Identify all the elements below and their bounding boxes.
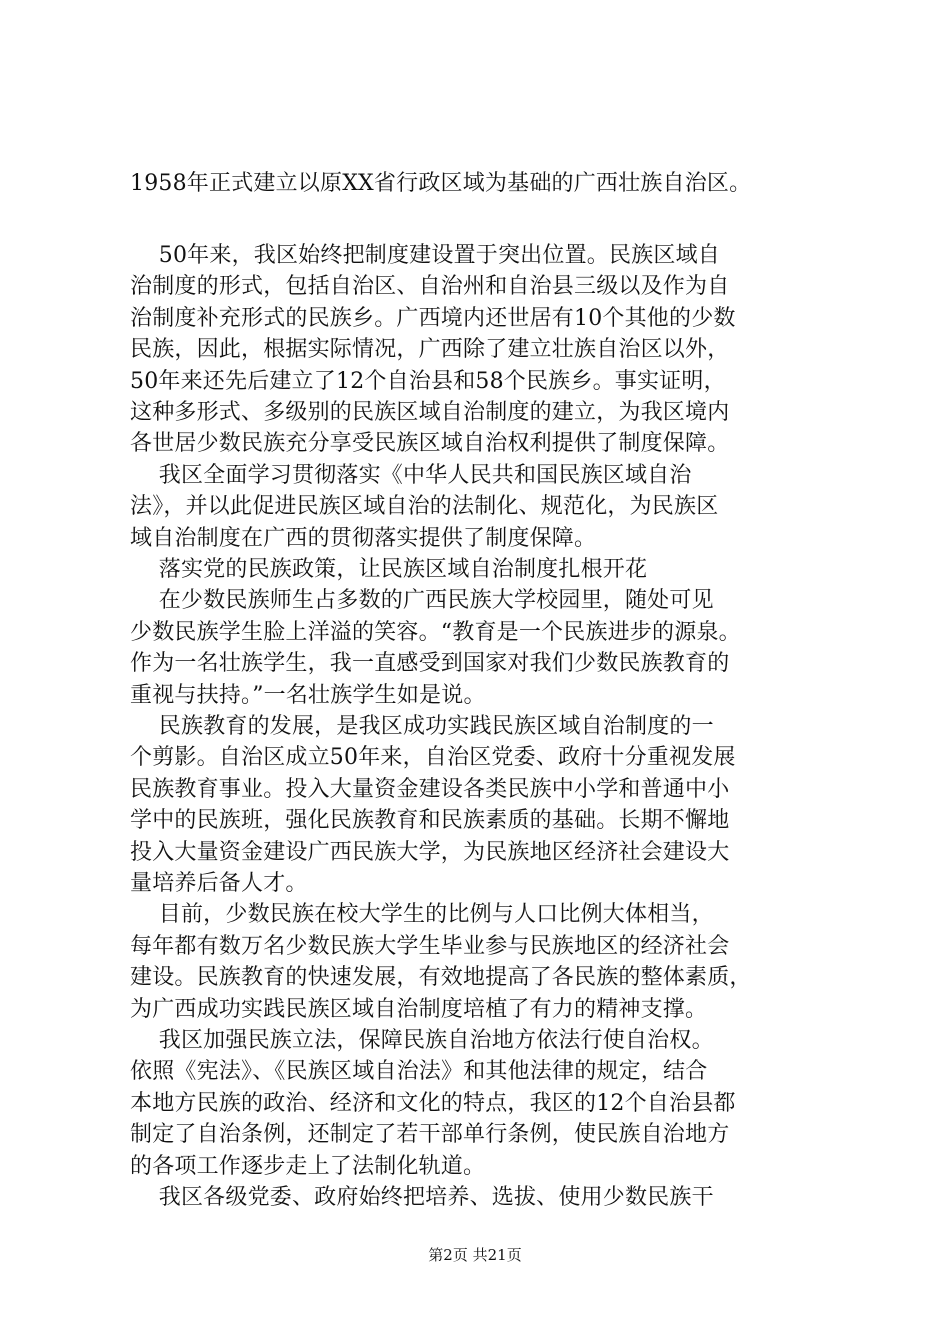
text-line: 作为一名壮族学生，我一直感受到国家对我们少数民族教育的 [130, 651, 730, 677]
text-line: 本地方民族的政治、经济和文化的特点，我区的12个自治县都 [130, 1090, 736, 1116]
text-line: 落实党的民族政策，让民族区域自治制度扎根开花 [130, 557, 648, 582]
text-line: 50年来，我区始终把制度建设置于突出位置。民族区域自 [130, 243, 720, 268]
text-line: 量培养后备人才。 [130, 871, 308, 896]
text-line: 治制度的形式，包括自治区、自治州和自治县三级以及作为自 [130, 274, 730, 300]
text-line: 依照《宪法》、《民族区域自治法》和其他法律的规定，结合 [130, 1059, 708, 1085]
text-line: 我区各级党委、政府始终把培养、选拔、使用少数民族干 [130, 1185, 714, 1210]
text-line: 治制度补充形式的民族乡。广西境内还世居有10个其他的少数 [130, 305, 736, 331]
text-line: 每年都有数万名少数民族大学生毕业参与民族地区的经济社会 [130, 933, 730, 959]
text-line: 投入大量资金建设广西民族大学，为民族地区经济社会建设大 [130, 839, 730, 865]
text-line: 少数民族学生脸上洋溢的笑容。“教育是一个民族进步的源泉。 [130, 619, 741, 645]
text-line: 1958年正式建立以原XX省行政区域为基础的广西壮族自治区。 [130, 171, 752, 196]
page-footer: 第2页 共21页 [428, 1246, 522, 1264]
text-line: 学中的民族班，强化民族教育和民族素质的基础。长期不懈地 [130, 808, 730, 834]
text-line: 制定了自治条例，还制定了若干部单行条例，使民族自治地方 [130, 1122, 730, 1148]
text-line: 50年来还先后建立了12个自治县和58个民族乡。事实证明， [130, 368, 726, 394]
text-line: 为广西成功实践民族区域自治制度培植了有力的精神支撑。 [130, 996, 708, 1022]
text-line: 我区全面学习贯彻落实《中华人民共和国民族区域自治 [130, 462, 692, 488]
text-line: 域自治制度在广西的贯彻落实提供了制度保障。 [130, 525, 597, 551]
text-line: 民族教育事业。投入大量资金建设各类民族中小学和普通中小 [130, 776, 730, 802]
text-line: 在少数民族师生占多数的广西民族大学校园里，随处可见 [130, 588, 714, 614]
text-line: 这种多形式、多级别的民族区域自治制度的建立，为我区境内 [130, 400, 730, 425]
text-line: 民族，因此，根据实际情况，广西除了建立壮族自治区以外， [130, 337, 730, 363]
text-line: 法》，并以此促进民族区域自治的法制化、规范化，为民族区 [130, 494, 719, 520]
text-line: 个剪影。自治区成立50年来，自治区党委、政府十分重视发展 [130, 745, 736, 771]
text-line: 我区加强民族立法，保障民族自治地方依法行使自治权。 [130, 1028, 714, 1053]
text-line: 目前，少数民族在校大学生的比例与人口比例大体相当， [130, 902, 714, 928]
text-line: 重视与扶持。”一名壮族学生如是说。 [130, 682, 486, 708]
text-line: 的各项工作逐步走上了法制化轨道。 [130, 1153, 486, 1179]
text-line: 民族教育的发展，是我区成功实践民族区域自治制度的一 [130, 714, 714, 739]
text-line: 各世居少数民族充分享受民族区域自治权利提供了制度保障。 [130, 431, 730, 457]
text-line: 建设。民族教育的快速发展，有效地提高了各民族的整体素质， [130, 965, 752, 991]
